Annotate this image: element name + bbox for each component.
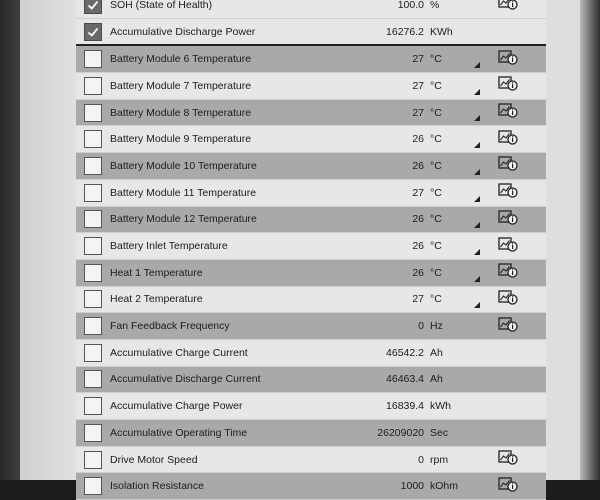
parameter-name: Battery Module 7 Temperature xyxy=(110,79,252,92)
checkmark-icon xyxy=(87,26,99,38)
table-row[interactable] xyxy=(76,287,546,314)
unit-label: Hz xyxy=(430,320,443,333)
dropdown-triangle-icon[interactable] xyxy=(474,222,480,228)
parameter-name: Battery Module 12 Temperature xyxy=(110,213,257,226)
parameter-unit xyxy=(430,0,480,18)
parameter-value: 0 xyxy=(418,453,424,466)
parameter-value: 27 xyxy=(412,186,424,199)
parameter-unit[interactable] xyxy=(430,73,480,99)
unit-label: °C xyxy=(430,159,442,172)
unit-label: °C xyxy=(430,213,442,226)
row-checkbox[interactable] xyxy=(84,50,102,68)
parameter-name: Heat 2 Temperature xyxy=(110,293,203,306)
graph-cell xyxy=(480,129,535,150)
table-row[interactable] xyxy=(76,313,546,340)
unit-label: Sec xyxy=(430,426,449,439)
table-row[interactable] xyxy=(76,19,546,47)
parameter-table xyxy=(76,0,546,500)
table-row[interactable] xyxy=(76,340,546,367)
dropdown-triangle-icon[interactable] xyxy=(474,249,480,255)
graph-info-icon[interactable] xyxy=(498,75,518,96)
graph-cell xyxy=(480,49,535,70)
graph-cell xyxy=(480,155,535,176)
parameter-unit[interactable] xyxy=(430,100,480,126)
row-checkbox[interactable] xyxy=(84,344,102,362)
parameter-name: Accumulative Discharge Power xyxy=(110,25,256,38)
dropdown-triangle-icon[interactable] xyxy=(474,89,480,95)
graph-cell xyxy=(480,236,535,257)
table-row[interactable] xyxy=(76,46,546,73)
parameter-value: 26209020 xyxy=(377,426,424,439)
parameter-value: 0 xyxy=(418,320,424,333)
parameter-unit xyxy=(430,313,480,339)
parameter-name: Heat 1 Temperature xyxy=(110,266,203,279)
dropdown-triangle-icon[interactable] xyxy=(474,115,480,121)
unit-label: °C xyxy=(430,53,442,66)
parameter-unit xyxy=(430,447,480,473)
parameter-unit xyxy=(430,367,480,393)
parameter-name: Accumulative Discharge Current xyxy=(110,373,261,386)
parameter-name: Battery Module 6 Temperature xyxy=(110,53,252,66)
table-row[interactable] xyxy=(76,393,546,420)
graph-info-icon[interactable] xyxy=(498,182,518,203)
table-row[interactable] xyxy=(76,0,546,19)
row-checkbox[interactable] xyxy=(84,264,102,282)
unit-label: kWh xyxy=(430,400,451,413)
parameter-unit xyxy=(430,393,480,419)
parameter-unit[interactable] xyxy=(430,46,480,72)
graph-info-icon[interactable] xyxy=(498,449,518,470)
parameter-unit[interactable] xyxy=(430,153,480,179)
parameter-value: 26 xyxy=(412,133,424,146)
parameter-name: Drive Motor Speed xyxy=(110,453,198,466)
dropdown-triangle-icon[interactable] xyxy=(474,196,480,202)
parameter-value: 26 xyxy=(412,266,424,279)
parameter-unit[interactable] xyxy=(430,180,480,206)
parameter-value: 46463.4 xyxy=(386,373,424,386)
row-checkbox[interactable] xyxy=(84,370,102,388)
graph-info-icon[interactable] xyxy=(498,316,518,337)
unit-label: °C xyxy=(430,293,442,306)
table-row[interactable] xyxy=(76,233,546,260)
parameter-value: 26 xyxy=(412,213,424,226)
graph-info-icon[interactable] xyxy=(498,155,518,176)
table-row[interactable] xyxy=(76,367,546,394)
row-checkbox[interactable] xyxy=(84,317,102,335)
table-row[interactable] xyxy=(76,420,546,447)
row-checkbox[interactable] xyxy=(84,104,102,122)
dropdown-triangle-icon[interactable] xyxy=(474,276,480,282)
parameter-value: 46542.2 xyxy=(386,346,424,359)
row-checkbox[interactable] xyxy=(84,130,102,148)
row-checkbox[interactable] xyxy=(84,184,102,202)
row-checkbox[interactable] xyxy=(84,77,102,95)
table-row[interactable] xyxy=(76,260,546,287)
row-checkbox[interactable] xyxy=(84,23,102,41)
graph-cell xyxy=(480,0,535,15)
unit-label: °C xyxy=(430,186,442,199)
unit-label: Ah xyxy=(430,346,443,359)
parameter-name: Fan Feedback Frequency xyxy=(110,320,230,333)
graph-info-icon[interactable] xyxy=(498,262,518,283)
graph-cell xyxy=(480,289,535,310)
unit-label: °C xyxy=(430,240,442,253)
unit-label: °C xyxy=(430,266,442,279)
graph-info-icon[interactable] xyxy=(498,102,518,123)
row-checkbox[interactable] xyxy=(84,424,102,442)
graph-cell xyxy=(480,209,535,230)
table-row[interactable] xyxy=(76,180,546,207)
row-checkbox[interactable] xyxy=(84,157,102,175)
parameter-value: 16839.4 xyxy=(386,400,424,413)
row-checkbox[interactable] xyxy=(84,210,102,228)
graph-info-icon[interactable] xyxy=(498,129,518,150)
parameter-name: Accumulative Charge Power xyxy=(110,400,243,413)
dropdown-triangle-icon[interactable] xyxy=(474,62,480,68)
parameter-value: 1000 xyxy=(400,480,424,493)
parameter-unit[interactable] xyxy=(430,233,480,259)
parameter-value: 27 xyxy=(412,106,424,119)
parameter-value: 26 xyxy=(412,159,424,172)
unit-label: Ah xyxy=(430,373,443,386)
dropdown-triangle-icon[interactable] xyxy=(474,302,480,308)
parameter-value: 16276.2 xyxy=(386,25,424,38)
parameter-unit xyxy=(430,420,480,446)
parameter-name: Isolation Resistance xyxy=(110,480,204,493)
parameter-value: 26 xyxy=(412,240,424,253)
parameter-name: Accumulative Charge Current xyxy=(110,346,248,359)
graph-info-icon[interactable] xyxy=(498,476,518,497)
dropdown-triangle-icon[interactable] xyxy=(474,169,480,175)
parameter-value: 27 xyxy=(412,53,424,66)
graph-info-icon[interactable] xyxy=(498,289,518,310)
table-row[interactable] xyxy=(76,100,546,127)
dropdown-triangle-icon[interactable] xyxy=(474,142,480,148)
parameter-unit xyxy=(430,340,480,366)
parameter-unit xyxy=(430,19,480,45)
unit-label: % xyxy=(430,0,440,11)
unit-label: kOhm xyxy=(430,480,459,493)
parameter-unit[interactable] xyxy=(430,287,480,313)
unit-label: °C xyxy=(430,106,442,119)
parameter-unit[interactable] xyxy=(430,126,480,152)
unit-label: KWh xyxy=(430,25,453,38)
graph-cell xyxy=(480,476,535,497)
graph-info-icon[interactable] xyxy=(498,49,518,70)
parameter-value: 100.0 xyxy=(397,0,424,11)
graph-info-icon[interactable] xyxy=(498,209,518,230)
parameter-name: Battery Module 8 Temperature xyxy=(110,106,252,119)
parameter-name: Accumulative Operating Time xyxy=(110,426,248,439)
parameter-name: Battery Module 11 Temperature xyxy=(110,186,257,199)
graph-info-icon[interactable] xyxy=(498,0,518,15)
checkmark-icon xyxy=(87,0,99,11)
parameter-name: Battery Module 9 Temperature xyxy=(110,133,252,146)
parameter-unit xyxy=(430,473,480,499)
parameter-name: Battery Module 10 Temperature xyxy=(110,159,257,172)
graph-cell xyxy=(480,102,535,123)
parameter-name: SOH (State of Health) xyxy=(110,0,213,11)
graph-cell xyxy=(480,182,535,203)
parameter-name: Battery Inlet Temperature xyxy=(110,240,228,253)
unit-label: °C xyxy=(430,133,442,146)
parameter-unit[interactable] xyxy=(430,260,480,286)
unit-label: rpm xyxy=(430,453,449,466)
graph-cell xyxy=(480,316,535,337)
row-checkbox[interactable] xyxy=(84,397,102,415)
graph-cell xyxy=(480,75,535,96)
row-checkbox[interactable] xyxy=(84,0,102,14)
table-row[interactable] xyxy=(76,473,546,500)
row-checkbox[interactable] xyxy=(84,290,102,308)
table-row[interactable] xyxy=(76,73,546,100)
row-checkbox[interactable] xyxy=(84,451,102,469)
graph-cell xyxy=(480,262,535,283)
table-row[interactable] xyxy=(76,447,546,474)
table-row[interactable] xyxy=(76,126,546,153)
table-row[interactable] xyxy=(76,153,546,180)
unit-label: °C xyxy=(430,79,442,92)
parameter-value: 27 xyxy=(412,79,424,92)
row-checkbox[interactable] xyxy=(84,237,102,255)
parameter-unit[interactable] xyxy=(430,207,480,233)
graph-cell xyxy=(480,449,535,470)
parameter-value: 27 xyxy=(412,293,424,306)
graph-info-icon[interactable] xyxy=(498,236,518,257)
table-row[interactable] xyxy=(76,207,546,234)
